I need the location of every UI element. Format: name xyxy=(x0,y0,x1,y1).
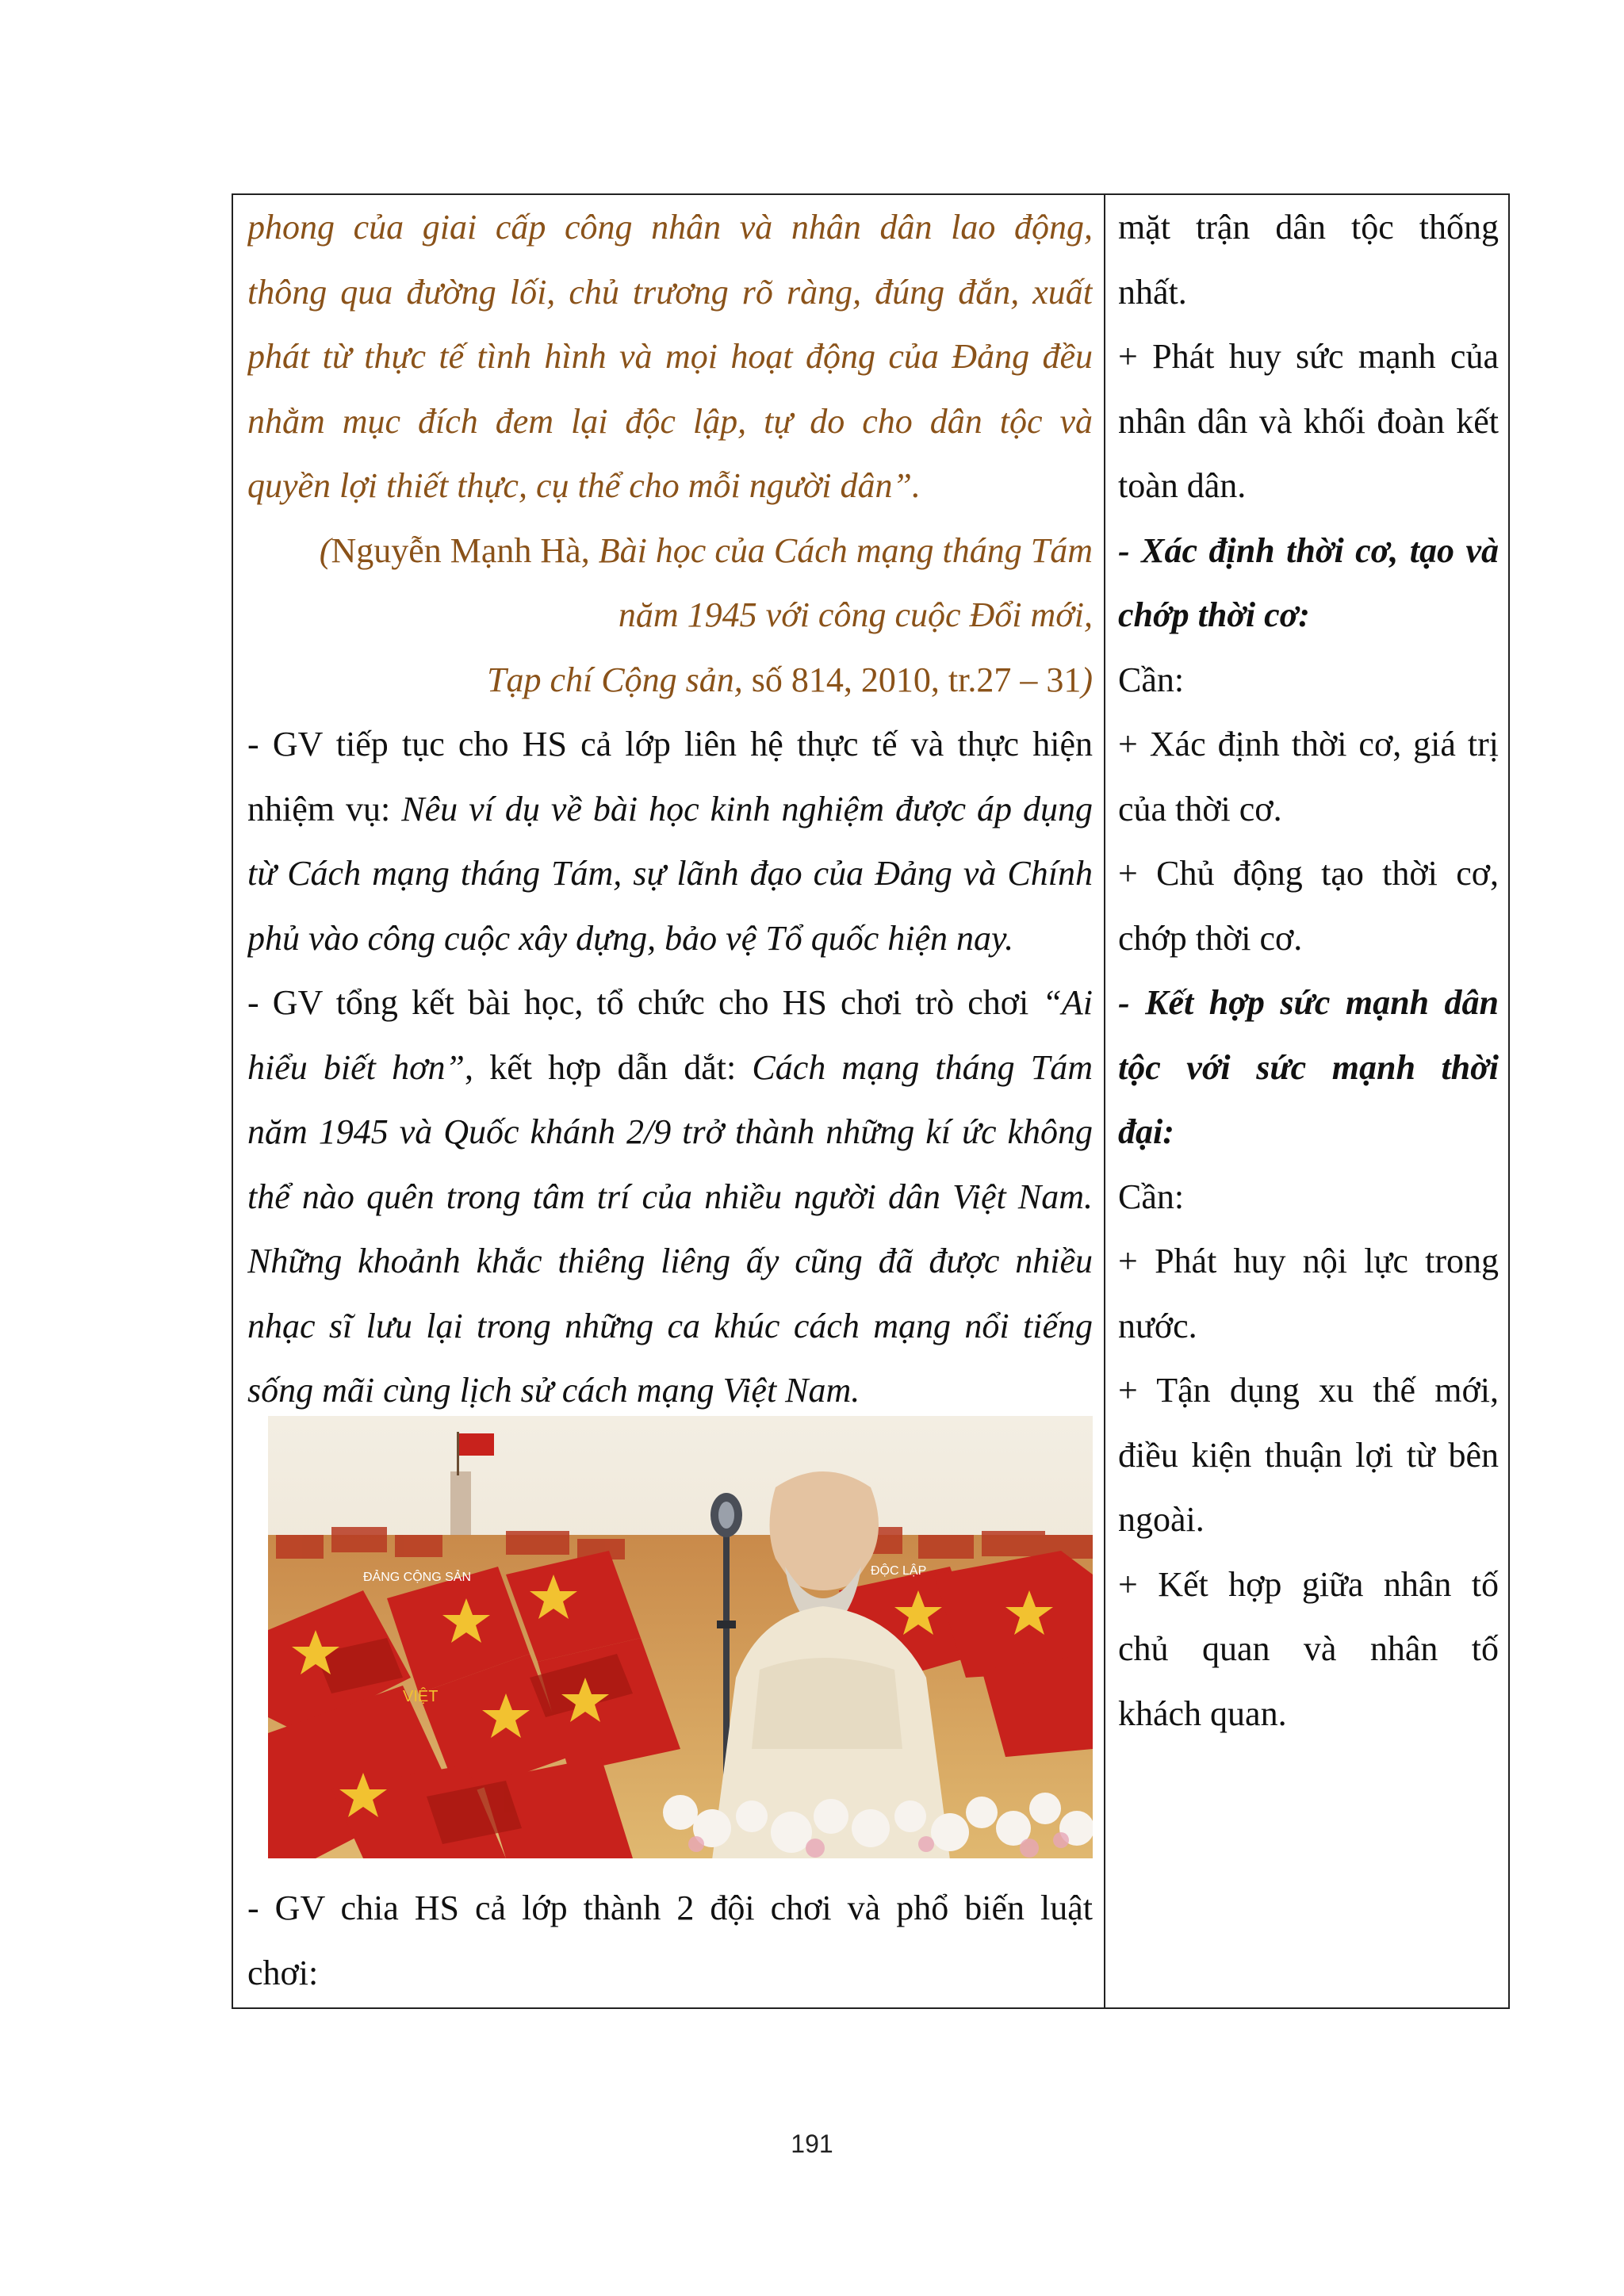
ho-chi-minh-painting xyxy=(268,1416,1093,1858)
text-line: Cần: xyxy=(1118,1177,1185,1216)
text-span: nhiệm vụ: xyxy=(247,789,402,828)
text-line: - GV tiếp tục cho HS cả lớp liên hệ thực tế và thực hiện xyxy=(247,725,1093,763)
lead-in: sống mãi cùng lịch sử cách mạng Việt Nam. xyxy=(247,1371,860,1410)
text-line: + Kết hợp giữa nhân tố xyxy=(1118,1564,1499,1604)
citation-paren: ( xyxy=(319,530,331,570)
text-span: - GV tổng kết bài học, tổ chức cho HS chơi trò chơi xyxy=(247,983,1043,1022)
lead-in: Cách mạng tháng Tám xyxy=(752,1047,1093,1087)
quote-line: phong của giai cấp công nhân và nhân dân lao động, xyxy=(247,208,1093,247)
citation-paren: ) xyxy=(1081,660,1093,699)
section-heading: chớp thời cơ: xyxy=(1118,595,1310,634)
lead-in: năm 1945 và Quốc khánh 2/9 trở thành những kí ức không xyxy=(247,1112,1093,1151)
summary-paragraph xyxy=(247,970,1093,1423)
quote-line: thông qua đường lối, chủ trương rõ ràng, đúng đắn, xuất xyxy=(247,272,1093,312)
citation-title-cont: năm 1945 với công cuộc Đổi mới, xyxy=(618,595,1093,634)
game-name: “Ai xyxy=(1042,983,1093,1022)
page-number: 191 xyxy=(791,2130,833,2158)
text-line: của thời cơ. xyxy=(1118,789,1282,828)
quote-line: phát từ thực tế tình hình và mọi hoạt động của Đảng đều xyxy=(247,337,1093,376)
lead-in: nhạc sĩ lưu lại trong những ca khúc cách mạng nổi tiếng xyxy=(247,1306,1093,1345)
text-line: chơi: xyxy=(247,1953,319,1992)
banner-text: ĐẢNG CỘNG SẢN xyxy=(363,1571,472,1584)
section-heading: - Xác định thời cơ, tạo và xyxy=(1118,530,1499,570)
game-name: hiểu biết hơn” xyxy=(247,1047,465,1087)
text-line: + Chủ động tạo thời cơ, xyxy=(1118,854,1499,893)
text-line: ngoài. xyxy=(1118,1500,1205,1539)
text-line: toàn dân. xyxy=(1118,466,1247,505)
task-paragraph xyxy=(247,712,1093,970)
text-line: + Xác định thời cơ, giá trị xyxy=(1118,725,1499,763)
banner-text: ĐỘC LẬP xyxy=(871,1564,927,1578)
rules-paragraph xyxy=(247,1876,1093,2005)
banner-text: VIỆT xyxy=(403,1688,439,1705)
lead-in: thể nào quên trong tâm trí của nhiều người dân Việt Nam. xyxy=(247,1177,1093,1216)
text-line: + Phát huy sức mạnh của xyxy=(1118,337,1499,376)
text-line: - GV chia HS cả lớp thành 2 đội chơi và phổ biến luật xyxy=(247,1888,1093,1927)
text-line: + Phát huy nội lực trong xyxy=(1118,1242,1499,1280)
text-line: mặt trận dân tộc thống xyxy=(1118,208,1499,247)
lesson-table xyxy=(232,193,1510,2009)
quote-block xyxy=(247,195,1093,519)
citation-author: Nguyễn Mạnh Hà, xyxy=(331,530,599,570)
citation xyxy=(247,519,1093,713)
task-prompt: phủ vào công cuộc xây dựng, bảo vệ Tổ quốc hiện nay. xyxy=(247,918,1014,958)
text-line: chớp thời cơ. xyxy=(1118,918,1303,958)
text-span: , kết hợp dẫn dắt: xyxy=(465,1047,753,1087)
task-prompt: Nêu ví dụ về bài học kinh nghiệm được áp dụng xyxy=(401,789,1093,828)
column-divider xyxy=(1104,195,1105,2007)
lead-in: Những khoảnh khắc thiêng liêng ấy cũng đã được nhiều xyxy=(247,1242,1093,1280)
section-heading: - Kết hợp sức mạnh dân xyxy=(1118,983,1499,1022)
activity-column xyxy=(247,195,1093,1992)
content-column xyxy=(1118,195,1499,1746)
text-line: nhân dân và khối đoàn kết xyxy=(1118,401,1499,441)
text-line: chủ quan và nhân tố xyxy=(1118,1629,1499,1668)
text-line: điều kiện thuận lợi từ bên xyxy=(1118,1435,1499,1475)
text-line: + Tận dụng xu thế mới, xyxy=(1118,1371,1499,1410)
text-line: nhất. xyxy=(1118,272,1187,312)
text-line: khách quan. xyxy=(1118,1693,1287,1733)
section-heading: tộc với sức mạnh thời xyxy=(1118,1047,1499,1087)
citation-issue: số 814, 2010, tr.27 – 31 xyxy=(751,660,1082,699)
quote-line: nhằm mục đích đem lại độc lập, tự do cho dân tộc và xyxy=(247,401,1093,441)
text-line: Cần: xyxy=(1118,660,1185,699)
citation-title: Bài học của Cách mạng tháng Tám xyxy=(598,530,1093,570)
task-prompt: từ Cách mạng tháng Tám, sự lãnh đạo của Đảng và Chính xyxy=(247,854,1093,893)
quote-line: quyền lợi thiết thực, cụ thể cho mỗi người dân”. xyxy=(247,466,921,505)
section-heading: đại: xyxy=(1118,1112,1174,1151)
text-line: nước. xyxy=(1118,1306,1197,1345)
citation-journal: Tạp chí Cộng sản, xyxy=(487,660,752,699)
